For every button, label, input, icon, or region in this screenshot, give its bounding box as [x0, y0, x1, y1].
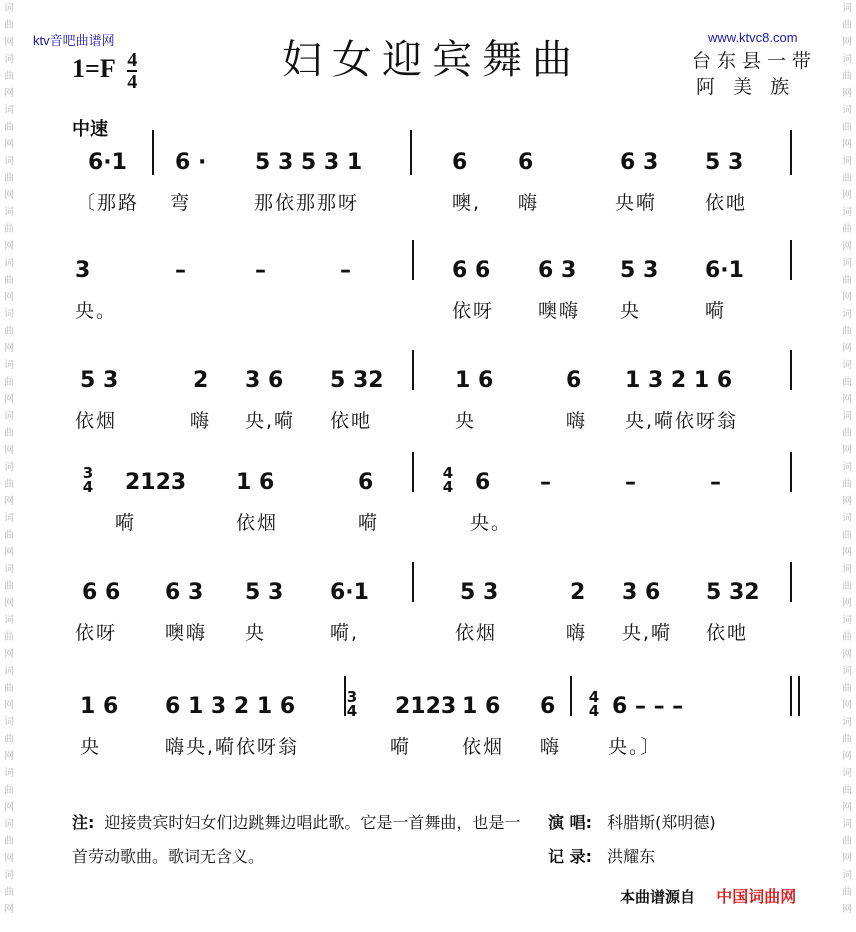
lyric: 嗨: [566, 410, 588, 432]
note-group: 4 4: [442, 464, 454, 496]
note-group: 2: [570, 580, 586, 605]
note-group: 6 – – –: [612, 694, 684, 719]
note-group: 2123: [395, 694, 457, 719]
note-group: 4 4: [588, 688, 600, 720]
watermark-right: 词曲网 词曲网 词曲网 词曲网 词曲网 词曲网 词曲网 词曲网 词曲网 词曲网 词曲网 词曲网 词曲网 词曲网 词曲网 词曲网 词曲网 词曲网: [842, 3, 852, 915]
recorder-line: [548, 840, 716, 874]
lyric: 嗬: [358, 512, 380, 534]
barline: [344, 676, 346, 716]
credits: [548, 806, 716, 874]
site-label-left: ktv音吧曲谱网: [33, 33, 115, 48]
note-group: 6: [540, 694, 556, 719]
lyric: 依烟: [75, 410, 118, 432]
barline: [152, 130, 154, 175]
time-sig-bottom: 4: [127, 71, 138, 93]
lyric: 央: [455, 410, 477, 432]
note-group: 6: [566, 368, 582, 393]
note-group: 6: [518, 150, 534, 175]
recorder-name: 洪耀东: [607, 847, 656, 866]
time-sig-top: 4: [127, 49, 138, 71]
barline: [412, 562, 414, 602]
note-group: –: [175, 258, 186, 283]
barline: [790, 676, 792, 716]
note-group: –: [710, 470, 721, 495]
lyric: 那依那那呀: [254, 192, 360, 214]
note-group: 5 3 5 3 1: [255, 150, 363, 175]
barline: [790, 562, 792, 602]
lyric: 嗬: [705, 300, 727, 322]
lyric: 嗬: [115, 512, 137, 534]
barline: [790, 240, 792, 280]
note-group: 6 3: [165, 580, 204, 605]
barline: [790, 452, 792, 492]
lyric: 弯: [170, 192, 192, 214]
note-group: –: [625, 470, 636, 495]
note-group: 3: [75, 258, 91, 283]
lyric: 依呀: [452, 300, 495, 322]
note-group: 5 3: [620, 258, 659, 283]
lyric: 央: [80, 736, 102, 758]
lyric: 噢嗨: [165, 622, 208, 644]
song-title: 妇女迎宾舞曲: [282, 37, 582, 83]
singer-label: 演 唱:: [548, 813, 592, 832]
singer-name: 科腊斯(郑明德): [607, 813, 716, 832]
origin-line1: 台东县一带: [692, 50, 818, 72]
lyric: 央。: [470, 512, 513, 534]
tempo-mark: 中速: [72, 119, 108, 140]
barline: [798, 676, 800, 716]
note-group: 3 6: [245, 368, 284, 393]
note-group: 6: [358, 470, 374, 495]
source-site: 中国词曲网: [716, 887, 797, 906]
lyric: 嗨: [190, 410, 212, 432]
footnote-text: 迎接贵宾时妇女们边跳舞边唱此歌。它是一首舞曲，也是一首劳动歌曲。歌词无含义。: [72, 813, 521, 866]
note-group: 6·1: [330, 580, 369, 605]
note-group: 6 ·: [175, 150, 207, 175]
barline: [790, 350, 792, 390]
lyric: 央: [245, 622, 267, 644]
lyric: 嗨: [518, 192, 540, 214]
note-group: 3 4: [346, 688, 358, 720]
note-group: 5 3: [80, 368, 119, 393]
note-group: –: [255, 258, 266, 283]
lyric: 嗨: [540, 736, 562, 758]
note-group: 6 6: [82, 580, 121, 605]
note-group: 3 6: [622, 580, 661, 605]
note-group: 6 6: [452, 258, 491, 283]
barline: [570, 676, 572, 716]
lyric: 嗨央,嗬依呀翁: [165, 736, 300, 758]
note-group: 5 3: [245, 580, 284, 605]
note-group: 3 4: [82, 464, 94, 496]
lyric: 央嗬: [615, 192, 658, 214]
note-group: 5 3: [705, 150, 744, 175]
note-group: 5 3: [460, 580, 499, 605]
time-signature: [127, 50, 137, 92]
note-group: 5 32: [706, 580, 760, 605]
note-group: 1 3 2 1 6: [625, 368, 733, 393]
barline: [412, 350, 414, 390]
note-group: 6·1: [88, 150, 127, 175]
lyric: 央。: [75, 300, 118, 322]
site-label-right: www.ktvc8.com: [708, 30, 798, 45]
watermark-left: 词曲网 词曲网 词曲网 词曲网 词曲网 词曲网 词曲网 词曲网 词曲网 词曲网 词曲网 词曲网 词曲网 词曲网 词曲网 词曲网 词曲网 词曲网: [4, 3, 14, 915]
note-group: –: [340, 258, 351, 283]
barline: [412, 240, 414, 280]
singer-line: [548, 806, 716, 840]
lyric: 依烟: [455, 622, 498, 644]
lyric: 依烟: [236, 512, 279, 534]
note-group: 6 1 3 2 1 6: [165, 694, 296, 719]
lyric: 央。〕: [608, 736, 662, 758]
barline: [410, 130, 412, 175]
barline: [412, 452, 414, 492]
recorder-label: 记 录:: [548, 847, 592, 866]
origin-line2: 阿 美 族: [696, 76, 796, 98]
lyric: 噢嗨: [538, 300, 581, 322]
lyric: 依吔: [330, 410, 373, 432]
footnote: [72, 806, 532, 874]
lyric: 央: [620, 300, 642, 322]
barline: [790, 130, 792, 175]
lyric: 依吔: [706, 622, 749, 644]
note-group: –: [540, 470, 551, 495]
note-group: 6: [452, 150, 468, 175]
note-group: 6·1: [705, 258, 744, 283]
lyric: 嗨: [566, 622, 588, 644]
origin-block: [692, 48, 817, 100]
lyric: 依呀: [75, 622, 118, 644]
note-group: 2: [193, 368, 209, 393]
lyric: 嗬: [390, 736, 412, 758]
source-line: [620, 884, 796, 907]
note-group: 6 3: [620, 150, 659, 175]
note-group: 1 6: [462, 694, 501, 719]
lyric: 噢,: [452, 192, 482, 214]
note-group: 2123: [125, 470, 187, 495]
lyric: 依烟: [462, 736, 505, 758]
lyric: 央,嗬: [245, 410, 296, 432]
source-label: 本曲谱源自: [620, 888, 696, 906]
lyric: 央,嗬依呀翁: [625, 410, 739, 432]
note-group: 6: [475, 470, 491, 495]
key-text: 1=F: [72, 53, 115, 83]
note-group: 5 32: [330, 368, 384, 393]
lyric: 嗬,: [330, 622, 360, 644]
footnote-label: 注:: [72, 813, 95, 832]
key-signature: [72, 50, 137, 92]
lyric: 依吔: [705, 192, 748, 214]
note-group: 1 6: [236, 470, 275, 495]
lyric: 央,嗬: [622, 622, 673, 644]
note-group: 6 3: [538, 258, 577, 283]
note-group: 1 6: [80, 694, 119, 719]
note-group: 1 6: [455, 368, 494, 393]
lyric: 〔那路: [76, 192, 140, 214]
